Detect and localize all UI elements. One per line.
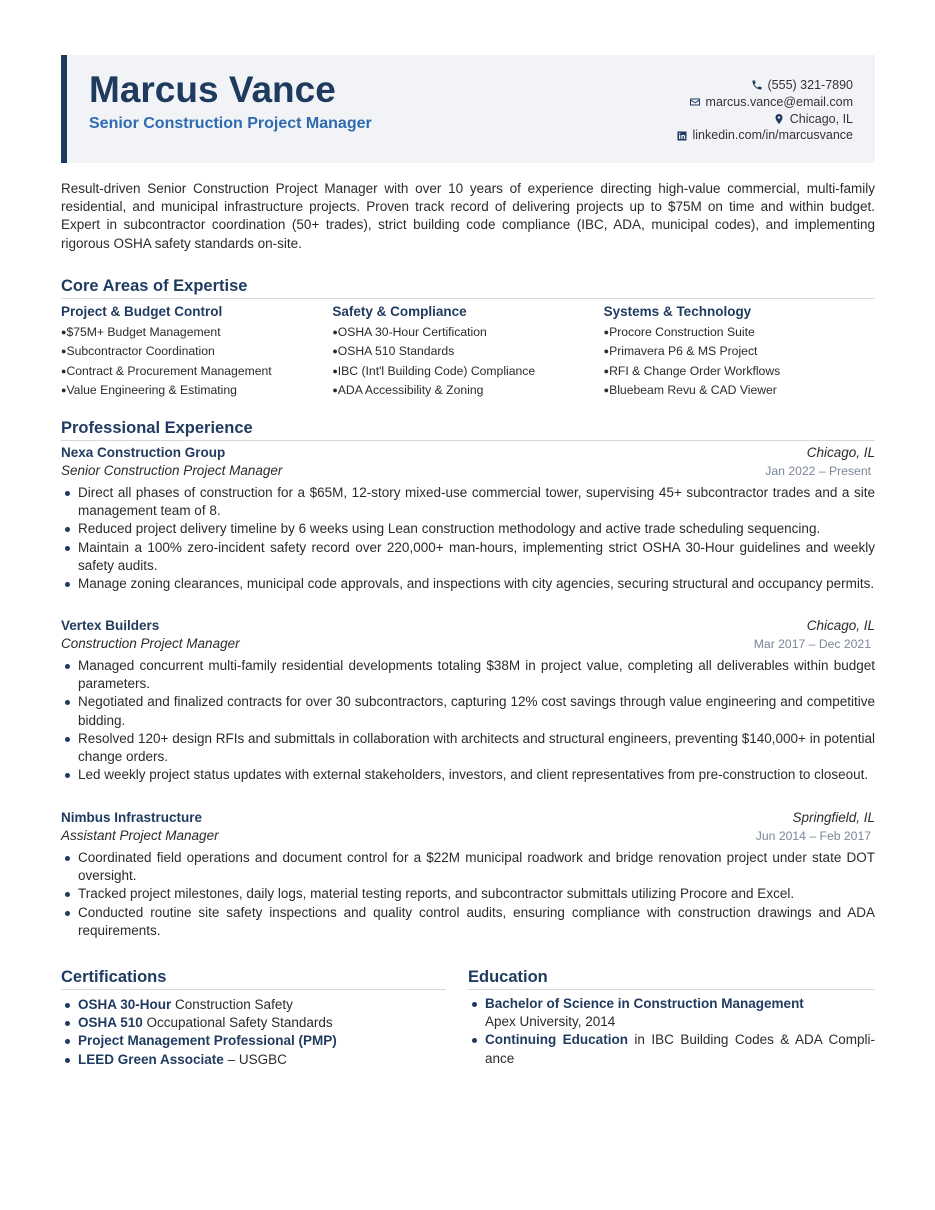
certification-item: LEED Green Associate – USGBC <box>61 1051 446 1069</box>
job-bullet: Resolved 120+ design RFIs and submittals in collaboration with architects and structural engineers, preventing $140,000+ in potential change orders. <box>61 730 875 766</box>
education-title: Education <box>468 967 875 990</box>
certifications-title: Certifications <box>61 967 446 990</box>
contact-location <box>676 111 854 128</box>
summary-paragraph: Result-driven Senior Construction Project Manager with over 10 years of experience directing high-value commercial, multi-family residential, and municipal infrastructure projects. Proven track record of delivering projects up to $75M on time and within budget. Expert in subcontractor coordination (50+ trades), strict building code compliance (IBC, ADA, municipal codes), and implementing rigorous OSHA safety standards on-site. <box>61 181 875 251</box>
certification-item: OSHA 510 Occupational Safety Standards <box>61 1014 446 1032</box>
certifications-list <box>61 996 446 1069</box>
skill-item: ● $75M+ Budget Management <box>61 323 332 342</box>
job-entry <box>61 808 875 940</box>
envelope-icon <box>689 96 702 109</box>
skill-item: ● OSHA 30-Hour Certification <box>332 323 603 342</box>
skill-list <box>61 323 332 400</box>
company-name: Nimbus Infrastructure <box>61 810 203 825</box>
certification-item: Project Management Professional (PMP) <box>61 1032 446 1050</box>
job-entry <box>61 443 875 593</box>
bottom-columns <box>61 967 875 1069</box>
skill-item: ● Subcontractor Coordination <box>61 342 332 361</box>
job-dates: Jun 2014 – Feb 2017 <box>755 829 871 843</box>
education-item: Bachelor of Science in Construction Management Apex University, 2014 <box>468 995 875 1031</box>
job-bullets <box>61 657 875 784</box>
job-bullet: Coordinated field operations and document control for a $22M municipal roadwork and bridge renovation project under state DOT oversight. <box>61 849 875 885</box>
skill-column <box>61 303 332 400</box>
job-dates: Jan 2022 – Present <box>765 464 871 478</box>
skill-heading: Safety & Compliance <box>332 304 467 319</box>
company-name: Nexa Construction Group <box>61 445 226 460</box>
candidate-role: Senior Construction Project Manager <box>89 115 372 132</box>
resume-header <box>61 55 875 163</box>
job-title: Assistant Project Manager <box>61 828 219 843</box>
contact-linkedin <box>676 127 854 144</box>
skill-list <box>332 323 603 400</box>
job-bullet: Conducted routine site safety inspections and quality control audits, ensuring compliance with construction drawings and ADA requirements. <box>61 904 875 940</box>
job-entry <box>61 616 875 784</box>
map-pin-icon <box>773 112 786 125</box>
skill-item: ● RFI & Change Order Workflows <box>604 362 875 381</box>
job-location: Chicago, IL <box>806 445 875 460</box>
job-location: Chicago, IL <box>806 618 875 633</box>
skill-heading: Project & Budget Control <box>61 304 223 319</box>
education-item: Continuing Education in IBC Building Codes & ADA Compliance <box>468 1031 875 1067</box>
skill-item: ● Primavera P6 & MS Project <box>604 342 875 361</box>
education-list <box>468 995 875 1068</box>
job-bullets <box>61 484 875 593</box>
skill-item: ● OSHA 510 Standards <box>332 342 603 361</box>
skill-list <box>604 323 875 400</box>
job-bullet: Negotiated and finalized contracts for over 30 subcontractors, capturing 12% cost savings through value engineering and competitive bidding. <box>61 693 875 729</box>
company-name: Vertex Builders <box>61 618 160 633</box>
skill-item: ● ADA Accessibility & Zoning <box>332 381 603 400</box>
contact-phone-text[interactable]: (555) 321-7890 <box>767 78 853 92</box>
education-section <box>468 967 875 1069</box>
job-bullet: Led weekly project status updates with external stakeholders, investors, and client representatives from pre-construction to closeout. <box>61 766 875 784</box>
contact-phone <box>676 77 854 94</box>
contact-email-text[interactable]: marcus.vance@email.com <box>705 94 853 109</box>
job-bullet: Direct all phases of construction for a $65M, 12-story mixed-use commercial tower, supervising 45+ subcontractor trades and a site management team of 8. <box>61 484 875 520</box>
linkedin-icon <box>676 129 689 142</box>
contact-linkedin-text[interactable]: linkedin.com/in/marcusvance <box>692 128 853 143</box>
skill-item: ● Procore Construction Suite <box>604 323 875 342</box>
candidate-name: Marcus Vance <box>89 69 336 110</box>
job-title: Senior Construction Project Manager <box>61 463 283 478</box>
skill-column <box>604 303 875 400</box>
skill-column <box>332 303 603 400</box>
skill-heading: Systems & Technology <box>603 304 752 319</box>
contact-block <box>676 77 854 144</box>
skill-item: ● Bluebeam Revu & CAD Viewer <box>604 381 875 400</box>
job-bullet: Tracked project milestones, daily logs, material testing reports, and subcontractor submittals utilizing Procore and Excel. <box>61 885 875 903</box>
job-bullet: Reduced project delivery timeline by 6 weeks using Lean construction methodology and active trade scheduling sequencing. <box>61 520 875 538</box>
job-title: Construction Project Manager <box>61 636 240 651</box>
job-bullet: Manage zoning clearances, municipal code approvals, and inspections with city agencies, securing structural and occupancy permits. <box>61 575 875 593</box>
skill-item: ● Value Engineering & Estimating <box>61 381 332 400</box>
contact-email <box>676 94 854 111</box>
certification-item: OSHA 30-Hour Construction Safety <box>61 996 446 1014</box>
job-bullets <box>61 849 875 940</box>
job-bullet: Maintain a 100% zero-incident safety record over 220,000+ man-hours, implementing strict OSHA 30-Hour guidelines and weekly safety audits. <box>61 539 875 575</box>
expertise-title: Core Areas of Expertise <box>61 276 875 299</box>
job-dates: Mar 2017 – Dec 2021 <box>753 637 871 651</box>
certifications-section <box>61 967 446 1069</box>
skill-item: ● IBC (Int'l Building Code) Compliance <box>332 362 603 381</box>
experience-title: Professional Experience <box>61 418 875 441</box>
contact-location-text: Chicago, IL <box>789 111 853 126</box>
phone-icon <box>751 79 764 92</box>
job-bullet: Managed concurrent multi-family residential developments totaling $38M in project value, completing all deliverables within budget parameters. <box>61 657 875 693</box>
expertise-grid <box>61 303 875 400</box>
skill-item: ● Contract & Procurement Management <box>61 362 332 381</box>
job-location: Springfield, IL <box>792 810 875 825</box>
